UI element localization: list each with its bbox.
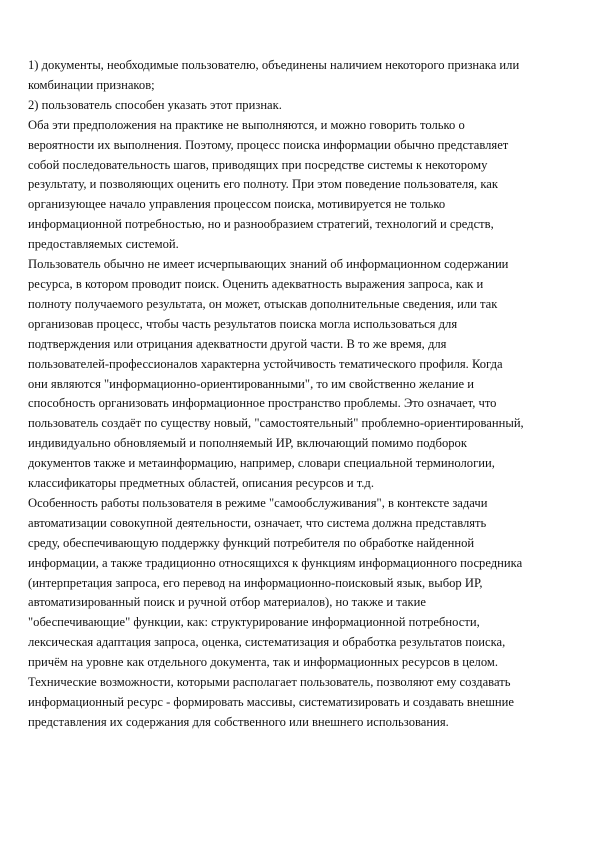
text-line: Пользователь обычно не имеет исчерпывающих знаний об информационном содержании bbox=[28, 257, 509, 272]
text-line: индивидуально обновляемый и пополняемый ИР, включающий помимо подборок bbox=[28, 436, 467, 451]
text-line: ресурса, в котором проводит поиск. Оценить адекватность выражения запроса, как и bbox=[28, 276, 484, 291]
paragraph-3 bbox=[28, 494, 573, 733]
text-line: собой последовательность шагов, приводящих при посредстве системы к некоторому bbox=[28, 157, 488, 172]
text-line: пользователей-профессионалов характерна устойчивость тематического профиля. Когда bbox=[28, 356, 503, 371]
paragraph-1 bbox=[28, 116, 573, 255]
text-line: полноту получаемого результата, он может, отыскав дополнительные сведения, или так bbox=[28, 296, 498, 311]
document-page bbox=[28, 56, 573, 733]
text-line: Технические возможности, которыми располагает пользователь, позволяют ему создавать bbox=[28, 675, 511, 690]
list-line: 2) пользователь способен указать этот признак. bbox=[28, 97, 282, 112]
list-line: 1) документы, необходимые пользователю, объединены наличием некоторого признака или bbox=[28, 58, 520, 72]
paragraph-2 bbox=[28, 255, 573, 494]
text-line: "обеспечивающие" функции, как: структурирование информационной потребности, bbox=[28, 615, 480, 630]
list-line: комбинации признаков; bbox=[28, 77, 155, 92]
text-line: информационной потребностью, но и разнообразием стратегий, технологий и средств, bbox=[28, 217, 494, 232]
text-line: Особенность работы пользователя в режиме "самообслуживания", в контексте задачи bbox=[28, 495, 488, 510]
text-line: результату, и позволяющих оценить его полноту. При этом поведение пользователя, как bbox=[28, 177, 498, 192]
text-line: лексическая адаптация запроса, оценка, систематизация и обработка результатов поиска, bbox=[28, 635, 506, 650]
text-line: вероятности их выполнения. Поэтому, процесс поиска информации обычно представляет bbox=[28, 137, 509, 152]
text-line: подтверждения или отрицания адекватности другой части. В то же время, для bbox=[28, 336, 447, 351]
text-line: автоматизации совокупной деятельности, означает, что система должна представлять bbox=[28, 515, 487, 530]
text-line: причём на уровне как отдельного документа, так и информационных ресурсов в целом. bbox=[28, 655, 499, 670]
text-line: предоставляемых системой. bbox=[28, 237, 179, 252]
text-line: организующее начало управления процессом поиска, мотивируется не только bbox=[28, 197, 446, 212]
text-line: классификаторы предметных областей, описания ресурсов и т.д. bbox=[28, 476, 374, 491]
text-line: представления их содержания для собственного или внешнего использования. bbox=[28, 714, 449, 729]
text-line: информационный ресурс - формировать массивы, систематизировать и создавать внешние bbox=[28, 695, 514, 709]
text-line: пользователь создаёт по существу новый, "самостоятельный" проблемно-ориентированный, bbox=[28, 416, 524, 431]
numbered-list bbox=[28, 56, 573, 116]
text-line: (интерпретация запроса, его перевод на информационно-поисковый язык, выбор ИР, bbox=[28, 575, 483, 590]
text-line: организовав процесс, чтобы часть результатов поиска могла использоваться для bbox=[28, 316, 458, 331]
text-line: информации, а также традиционно относящихся к функциям информационного посредника bbox=[28, 555, 523, 570]
text-line: они являются "информационно-ориентированными", то им свойственно желание и bbox=[28, 376, 474, 391]
text-line: автоматизированный поиск и ручной отбор материалов), но также и такие bbox=[28, 595, 426, 610]
text-line: документов также и метаинформацию, например, словари специальной терминологии, bbox=[28, 456, 495, 471]
text-line: способность организовать информационное пространство проблемы. Это означает, что bbox=[28, 396, 497, 411]
text-line: среду, обеспечивающую поддержку функций потребителя по обработке найденной bbox=[28, 535, 475, 550]
text-line: Оба эти предположения на практике не выполняются, и можно говорить только о bbox=[28, 117, 465, 132]
